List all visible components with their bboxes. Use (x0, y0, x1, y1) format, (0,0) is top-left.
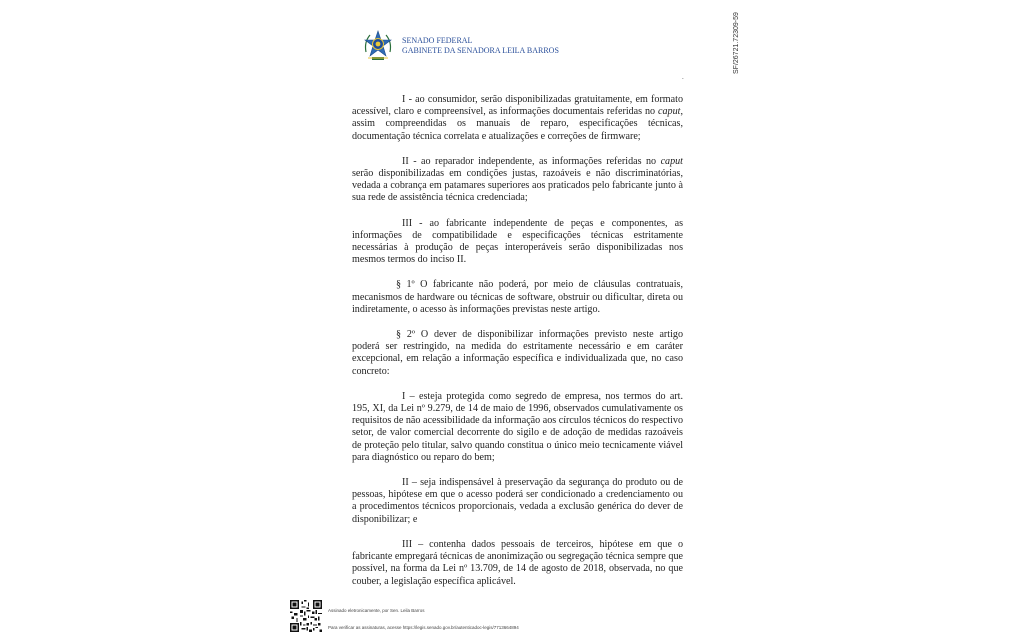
paragraph-text: , assim compreendidas os manuais de reparo, especificações técnicas, documentação técnica correlata e atualizações e correções de firmware; (352, 106, 683, 142)
paragraph-text: I - ao consumidor, serão disponibilizadas gratuitamente, em formato acessível, claro e compreensível, as informações documentais referidas no (352, 94, 683, 118)
header-text (402, 36, 559, 56)
stray-mark: . (682, 73, 684, 81)
paragraph (352, 279, 683, 316)
paragraph (352, 391, 683, 464)
paragraph-text: II - ao reparador independente, as informações referidas no (402, 155, 661, 167)
verification-link[interactable]: Para verificar as assinaturas, acesse https://legis.senado.gov.br/autenticadoc-legis/7713664894 (328, 625, 519, 630)
document-code: SF/26721.72309-59 (733, 12, 740, 74)
paragraph-text: III – contenha dados pessoais de terceiros, hipótese em que o fabricante empregará técnicas de anonimização ou segregação técnica sempre que possível, na forma da Lei nº 13.709, de 14 de agosto de 2018, observada, no que couber, a legislação específica aplicável. (352, 538, 683, 587)
paragraph (352, 477, 683, 526)
paragraph (352, 329, 683, 378)
senate-name: SENADO FEDERAL (402, 36, 473, 45)
paragraph (352, 218, 683, 267)
office-name: GABINETE DA SENADORA LEILA BARROS (402, 46, 559, 55)
qr-code-icon[interactable] (290, 600, 322, 632)
paragraph (352, 94, 683, 143)
document-body (352, 94, 683, 601)
paragraph (352, 539, 683, 588)
signature-footer (290, 600, 540, 636)
paragraph-text: I – esteja protegida como segredo de empresa, nos termos do art. 195, XI, da Lei nº 9.279, de 14 de maio de 1996, observados cumulativamente os requisitos de não acessibilidade da informação aos círculos técnicos do respectivo setor, de valor comercial decorrente do sigilo e de adoção de medidas razoáveis de proteção pelo titular, salvo quando constitua o único meio tecnicamente viável para diagnóstico ou reparo do bem; (352, 390, 683, 463)
paragraph-text: § 1º O fabricante não poderá, por meio de cláusulas contratuais, mecanismos de hardware ou técnicas de software, obstruir ou dificultar, direta ou indiretamente, o acesso às informações previstas neste artigo. (352, 279, 683, 315)
paragraph-emphasis: caput (658, 106, 681, 118)
paragraph-text: serão disponibilizadas em condições justas, razoáveis e não discriminatórias, vedada a cobrança em patamares superiores aos praticados pelo fabricante junto à sua rede de assistência técnica credenciada; (352, 168, 683, 204)
signature-note: Assinado eletronicamente, por Sen. Leila Barros (328, 608, 425, 613)
brazil-coat-of-arms-icon (360, 28, 396, 64)
paragraph-emphasis: caput (660, 155, 683, 167)
paragraph (352, 156, 683, 205)
paragraph-text: III - ao fabricante independente de peças e componentes, as informações de compatibilidade e especificações técnicas estritamente necessárias à produção de peças interoperáveis serão disponibilizadas nos mesmos termos do inciso II. (352, 217, 683, 266)
document-header (360, 28, 559, 64)
paragraph-text: § 2º O dever de disponibilizar informações previsto neste artigo poderá ser restringido, na medida do estritamente necessário e em caráter excepcional, em relação a informação específica e individualizada que, no caso concreto: (352, 329, 683, 377)
paragraph-text: II – seja indispensável à preservação da segurança do produto ou de pessoas, hipótese em que o acesso poderá ser condicionado a credenciamento ou a procedimentos técnicos proporcionais, vedada a exclusão genérica do dever de disponibilizar; e (352, 477, 683, 525)
